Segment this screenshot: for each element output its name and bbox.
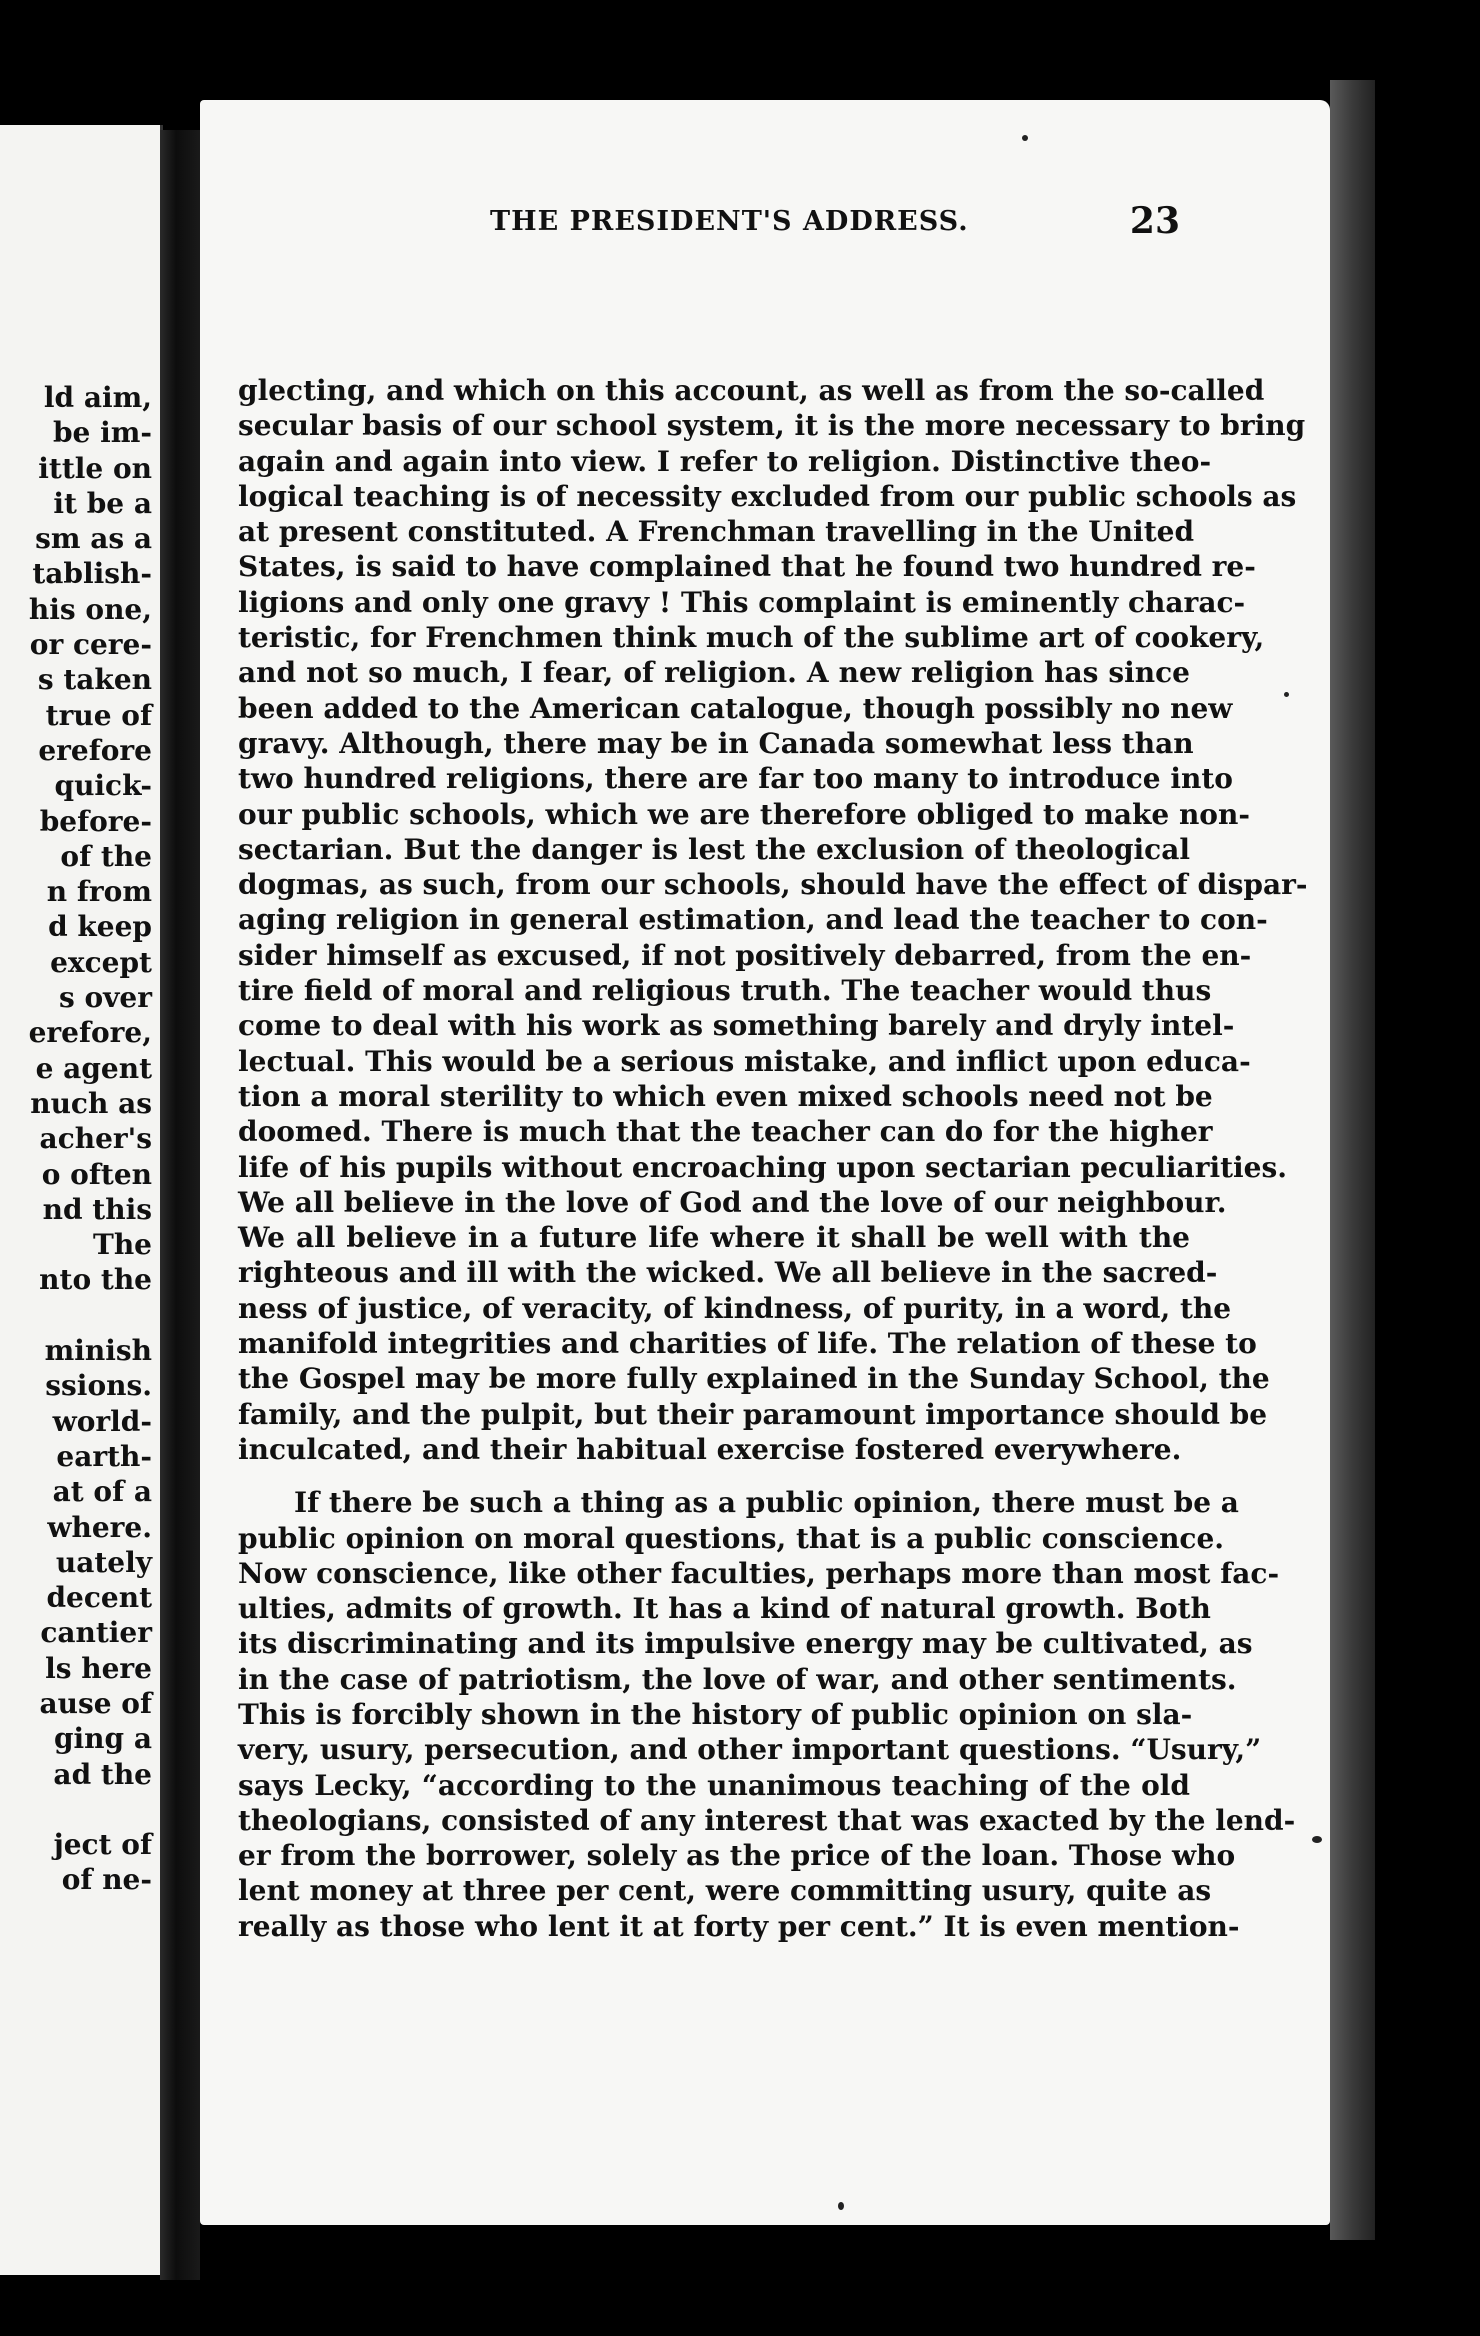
print-speck — [1284, 692, 1289, 697]
previous-page-line — [29, 1298, 152, 1333]
text-line: theologians, consisted of any interest that was exacted by the lend- — [238, 1803, 1296, 1837]
previous-page-line: o often — [41, 1157, 152, 1191]
previous-page-line: n from — [46, 875, 152, 909]
page-number: 23 — [1129, 200, 1180, 242]
paragraph-gap — [238, 1467, 1190, 1485]
previous-page-line: acher's — [39, 1122, 152, 1156]
text-line: its discriminating and its impulsive energy may be cultivated, as — [238, 1627, 1253, 1661]
previous-page-line: before- — [39, 804, 152, 838]
previous-page-line: e agent — [35, 1051, 152, 1085]
text-line: righteous and ill with the wicked. We all believe in the sacred- — [238, 1256, 1218, 1290]
text-line: in the case of patriotism, the love of war, and other sentiments. — [238, 1662, 1237, 1696]
previous-page-line: it be a — [53, 486, 152, 520]
text-line: tire field of moral and religious truth. The teacher would thus — [238, 974, 1212, 1008]
previous-page-line: ssions. — [45, 1369, 152, 1403]
previous-page-line: ls here — [45, 1651, 152, 1685]
text-line: very, usury, persecution, and other important questions. “Usury,” — [238, 1733, 1262, 1767]
text-line: sectarian. But the danger is lest the exclusion of theological — [238, 832, 1190, 866]
previous-page-line: nd this — [42, 1192, 152, 1226]
text-line: This is forcibly shown in the history of public opinion on sla- — [238, 1697, 1193, 1731]
text-line: dogmas, as such, from our schools, should have the effect of dispar- — [238, 868, 1308, 902]
text-line: inculcated, and their habitual exercise fostered everywhere. — [238, 1432, 1182, 1466]
text-line: States, is said to have complained that he found two hundred re- — [238, 550, 1256, 584]
previous-page-line: erefore — [38, 733, 152, 767]
print-speck — [1022, 135, 1028, 141]
previous-page-line: The — [92, 1228, 152, 1262]
text-line: er from the borrower, solely as the price of the loan. Those who — [238, 1839, 1236, 1873]
previous-page-line: cantier — [40, 1616, 152, 1650]
previous-page-line: of the — [60, 839, 152, 873]
previous-page-line: where. — [47, 1510, 152, 1544]
text-line: ulties, admits of growth. It has a kind of natural growth. Both — [238, 1592, 1211, 1626]
body-text — [238, 373, 1308, 1944]
text-line: aging religion in general estimation, and lead the teacher to con- — [238, 903, 1268, 937]
previous-page-line: sm as a — [35, 522, 152, 556]
text-line: lent money at three per cent, were committing usury, quite as — [238, 1874, 1212, 1908]
paragraph — [238, 1485, 1296, 1944]
paragraph — [238, 373, 1308, 1467]
text-line: logical teaching is of necessity excluded from our public schools as — [238, 479, 1297, 513]
previous-page-text — [29, 380, 152, 1898]
running-head: THE PRESIDENT'S ADDRESS. — [490, 206, 969, 237]
page-header — [290, 200, 1180, 240]
text-line: lectual. This would be a serious mistake, and inflict upon educa- — [238, 1044, 1251, 1078]
previous-page-line: ad the — [53, 1757, 152, 1791]
text-line: really as those who lent it at forty per cent.” It is even mention- — [238, 1909, 1240, 1943]
text-line: public opinion on moral questions, that is a public conscience. — [238, 1521, 1225, 1555]
previous-page-line: decent — [46, 1581, 152, 1615]
text-line: We all believe in a future life where it shall be well with the — [238, 1221, 1190, 1255]
previous-page-line: quick- — [54, 769, 152, 803]
text-line: teristic, for Frenchmen think much of the sublime art of cookery, — [238, 621, 1265, 655]
text-line: life of his pupils without encroaching upon sectarian peculiarities. — [238, 1150, 1287, 1184]
text-line: says Lecky, “according to the unanimous teaching of the old — [238, 1768, 1190, 1802]
text-line: again and again into view. I refer to religion. Distinctive theo- — [238, 444, 1212, 478]
text-line: We all believe in the love of God and the love of our neighbour. — [238, 1185, 1227, 1219]
previous-page-line: earth- — [56, 1439, 152, 1473]
previous-page-line: uately — [55, 1545, 152, 1579]
previous-page-line: except — [50, 945, 152, 979]
previous-page-line: be im- — [52, 416, 152, 450]
text-line: manifold integrities and charities of life. The relation of these to — [238, 1327, 1257, 1361]
text-line: come to deal with his work as something barely and dryly intel- — [238, 1009, 1235, 1043]
previous-page-line: ittle on — [38, 451, 152, 485]
previous-page-line: ause of — [39, 1686, 152, 1720]
previous-page-line: tablish- — [32, 557, 152, 591]
previous-page-line: s taken — [37, 663, 152, 697]
text-line: been added to the American catalogue, though possibly no new — [238, 691, 1233, 725]
text-line: and not so much, I fear, of religion. A new religion has since — [238, 656, 1190, 690]
text-line: our public schools, which we are therefore obliged to make non- — [238, 797, 1250, 831]
text-line: Now conscience, like other faculties, perhaps more than most fac- — [238, 1556, 1280, 1590]
previous-page-line: at of a — [52, 1475, 152, 1509]
previous-page-line: his one, — [28, 592, 152, 626]
previous-page-line: world- — [52, 1404, 152, 1438]
previous-page-line: ging a — [53, 1722, 152, 1756]
previous-page-line: ject of — [53, 1828, 152, 1862]
previous-page-line: or cere- — [29, 628, 152, 662]
previous-page-line: of ne- — [61, 1863, 152, 1897]
previous-page-line: erefore, — [28, 1016, 152, 1050]
text-line: two hundred religions, there are far too many to introduce into — [238, 762, 1233, 796]
text-line: ness of justice, of veracity, of kindness, of purity, in a word, the — [238, 1291, 1232, 1325]
text-line: ligions and only one gravy ! This complaint is eminently charac- — [238, 585, 1246, 619]
text-line: If there be such a thing as a public opinion, there must be a — [294, 1486, 1239, 1520]
print-speck — [1312, 1836, 1322, 1843]
book-gutter — [160, 130, 200, 2280]
previous-page-line: nuch as — [30, 1086, 152, 1120]
previous-page-line: nto the — [39, 1263, 152, 1297]
text-line: secular basis of our school system, it is the more necessary to bring — [238, 409, 1306, 443]
previous-page-line: true of — [45, 698, 152, 732]
text-line: glecting, and which on this account, as well as from the so-called — [238, 374, 1265, 407]
text-line: sider himself as excused, if not positively debarred, from the en- — [238, 938, 1252, 972]
text-line: family, and the pulpit, but their paramount importance should be — [238, 1397, 1268, 1431]
text-line: at present constituted. A Frenchman travelling in the United — [238, 515, 1195, 549]
text-line: gravy. Although, there may be in Canada somewhat less than — [238, 726, 1194, 760]
page-edge-shadow — [1330, 80, 1375, 2240]
text-line: the Gospel may be more fully explained in the Sunday School, the — [238, 1362, 1270, 1396]
previous-page-fragment — [0, 125, 163, 2275]
text-line: tion a moral sterility to which even mixed schools need not be — [238, 1079, 1213, 1113]
previous-page-line: d keep — [48, 910, 152, 944]
previous-page-line: minish — [44, 1334, 152, 1368]
previous-page-line — [29, 1792, 152, 1827]
previous-page-line: ld aim, — [43, 381, 152, 414]
previous-page-line: s over — [58, 981, 152, 1015]
text-line: doomed. There is much that the teacher can do for the higher — [238, 1115, 1213, 1149]
print-speck — [838, 2202, 844, 2210]
